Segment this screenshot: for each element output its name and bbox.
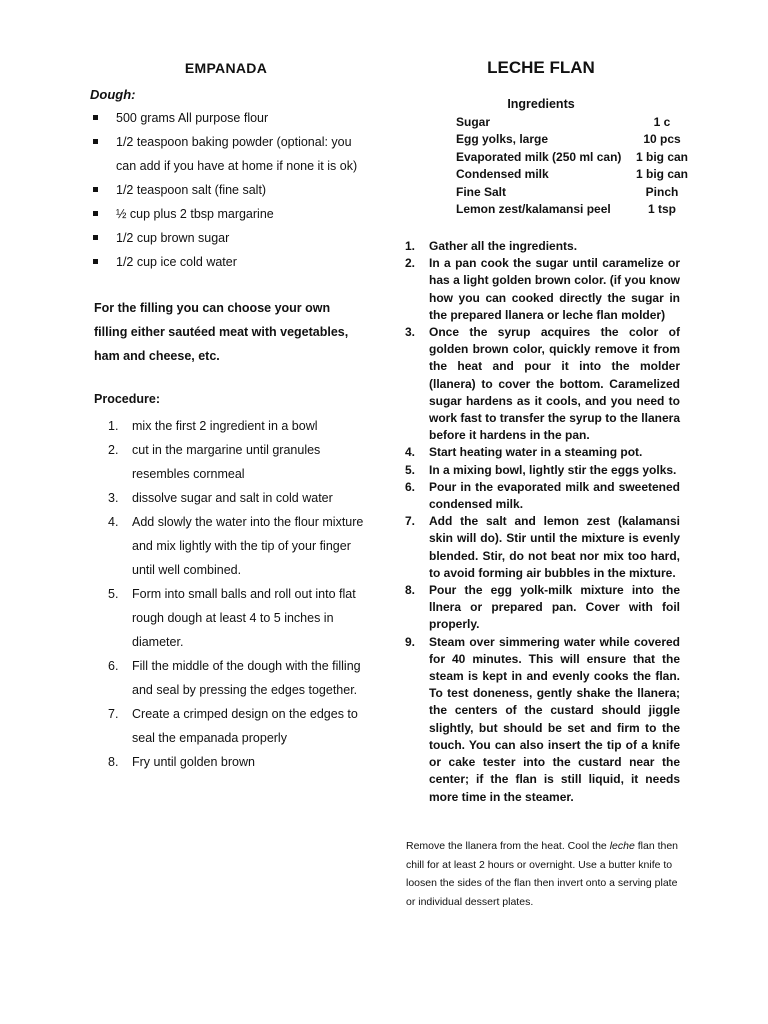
list-item: 2. cut in the margarine until granules resembles cornmeal <box>108 443 321 481</box>
leche-flan-title: LECHE FLAN <box>487 58 595 77</box>
table-row <box>456 114 692 131</box>
list-item: 8. Fry until golden brown <box>108 755 255 769</box>
list-item: 5. In a mixing bowl, lightly stir the eggs yolks. <box>405 462 677 477</box>
closing-text-start: Remove the llanera from the heat. Cool the <box>406 840 610 852</box>
procedure-label: Procedure: <box>94 392 160 406</box>
closing-text-end: flan then chill for at least 2 hours or overnight. Use a butter knife to loosen the sides of the flan then invert onto a serving plate or individual dessert plates. <box>406 840 679 908</box>
list-item: 6. Fill the middle of the dough with the filling and seal by pressing the edges together. <box>108 659 361 697</box>
list-item: 1. mix the first 2 ingredient in a bowl <box>108 419 318 433</box>
step-text: Add the salt and lemon zest (kalamansi skin will do). Stir until the mixture is evenly blended. Stir, do not beat nor mix too hard, to avoid forming air bubbles in the mixture. <box>429 514 680 580</box>
ingredient-name: Condensed milk <box>456 167 549 182</box>
list-item: 7. Add the salt and lemon zest (kalamansi skin will do). Stir until the mixture is evenly blended. Stir, do not beat nor mix too hard, to avoid forming air bubbles in the mixture. <box>405 514 680 580</box>
step-text: Start heating water in a steaming pot. <box>429 445 643 460</box>
list-item: 3. dissolve sugar and salt in cold water <box>108 491 333 505</box>
step-text: cut in the margarine until granules resembles cornmeal <box>132 443 321 481</box>
list-item: 7. Create a crimped design on the edges to seal the empanada properly <box>108 707 358 745</box>
table-row <box>456 166 692 183</box>
ingredient-name: Sugar <box>456 115 491 129</box>
step-text: Create a crimped design on the edges to seal the empanada properly <box>132 707 358 745</box>
step-text: Add slowly the water into the flour mixture and mix lightly with the tip of your finger until well combined. <box>132 515 364 577</box>
table-row <box>456 149 692 166</box>
step-text: dissolve sugar and salt in cold water <box>132 491 333 505</box>
list-item: 3. Once the syrup acquires the color of golden brown color, quickly remove it from the heat and pour it into the molder (llanera) to cover the bottom. Caramelized sugar hardens as it cools, and you need to work fast to transfer the syrup to the llanera before it hardens in the pan. <box>405 325 680 443</box>
step-text: Gather all the ingredients. <box>429 239 578 253</box>
step-text: Once the syrup acquires the color of golden brown color, quickly remove it from the heat and pour it into the molder (llanera) to cover the bottom. Caramelized sugar hardens as it cools, and you need to work fast to transfer the syrup to the llanera before it hardens in the pan. <box>429 325 680 443</box>
list-item: 5. Form into small balls and roll out into flat rough dough at least 4 to 5 inches in diameter. <box>108 587 356 649</box>
step-text: mix the first 2 ingredient in a bowl <box>132 419 318 433</box>
ingredient-name: Fine Salt <box>456 184 507 199</box>
step-text: In a pan cook the sugar until caramelize or has a light golden brown color. (if you know how you can cooked directly the sugar in the prepared llanera or leche flan molder) <box>429 256 680 322</box>
leche-flan-steps-list <box>400 238 680 806</box>
ingredient-name: Egg yolks, large <box>456 132 549 147</box>
ingredient-amount: 10 pcs <box>643 132 681 147</box>
filling-note: For the filling you can choose your own filling either sautéed meat with vegetables, ham and cheese, etc. <box>94 301 349 363</box>
ingredient-amount: Pinch <box>645 184 679 199</box>
table-row <box>456 201 692 218</box>
ingredient-name: Evaporated milk (250 ml can) <box>456 149 622 164</box>
ingredient-amount: 1 big can <box>635 149 688 164</box>
step-text: In a mixing bowl, lightly stir the eggs yolks. <box>429 462 677 477</box>
ingredient-amount: 1 big can <box>635 167 688 182</box>
list-item: 2. In a pan cook the sugar until caramelize or has a light golden brown color. (if you know how you can cooked directly the sugar in the prepared llanera or leche flan molder) <box>405 256 680 322</box>
list-item: ½ cup plus 2 tbsp margarine <box>90 202 366 226</box>
ingredient-amount: 1 tsp <box>647 202 676 217</box>
empanada-title: EMPANADA <box>184 60 268 76</box>
list-item: 1/2 cup ice cold water <box>90 250 366 274</box>
list-item: 9. Steam over simmering water while covered for 40 minutes. This will ensure that the steam is kept in and evenly cooks the flan. To test doneness, gently shake the llanera; the centers of the custard should jiggle slightly, but should be set and firm to the touch. You can also insert the tip of a knife or cake tester into the custard near the center; if the flan is still liquid, it needs more time in the steamer. <box>405 634 680 804</box>
list-item: 1. Gather all the ingredients. <box>405 239 578 253</box>
dough-ingredient-list <box>90 106 366 274</box>
list-item: 4. Add slowly the water into the flour mixture and mix lightly with the tip of your finger until well combined. <box>108 515 364 577</box>
list-item: 8. Pour the egg yolk-milk mixture into the llnera or prepared pan. Cover with foil properly. <box>405 583 680 632</box>
list-item: 1/2 teaspoon salt (fine salt) <box>90 178 366 202</box>
list-item: 1/2 cup brown sugar <box>90 226 366 250</box>
list-item: 1/2 teaspoon baking powder (optional: you can add if you have at home if none it is ok) <box>90 130 366 178</box>
dough-label: Dough: <box>90 87 136 102</box>
table-row <box>456 184 692 201</box>
empanada-procedure-list <box>94 414 366 774</box>
step-text: Fry until golden brown <box>132 755 255 769</box>
step-text: Fill the middle of the dough with the filling and seal by pressing the edges together. <box>132 659 361 697</box>
step-text: Pour the egg yolk-milk mixture into the llnera or prepared pan. Cover with foil properly. <box>429 583 680 632</box>
list-item: 6. Pour in the evaporated milk and sweetened condensed milk. <box>405 479 680 512</box>
ingredients-table <box>456 114 692 218</box>
step-text: Pour in the evaporated milk and sweetened condensed milk. <box>429 479 680 512</box>
list-item: 4. Start heating water in a steaming pot. <box>405 445 643 460</box>
ingredient-name: Lemon zest/kalamansi peel <box>456 202 611 217</box>
closing-paragraph <box>406 837 682 911</box>
ingredient-amount: 1 c <box>653 115 671 129</box>
closing-text-italic: leche <box>609 840 635 852</box>
ingredients-label: Ingredients <box>507 97 575 111</box>
list-item: 500 grams All purpose flour <box>90 106 366 130</box>
step-text: Steam over simmering water while covered for 40 minutes. This will ensure that the steam is kept in and evenly cooks the flan. To test doneness, gently shake the llanera; the centers of the custard should jiggle slightly, but should be set and firm to the touch. You can also insert the tip of a knife or cake tester into the custard near the center; if the flan is still liquid, it needs more time in the steamer. <box>429 634 680 804</box>
step-text: Form into small balls and roll out into flat rough dough at least 4 to 5 inches in diameter. <box>132 587 356 649</box>
table-row <box>456 131 692 148</box>
